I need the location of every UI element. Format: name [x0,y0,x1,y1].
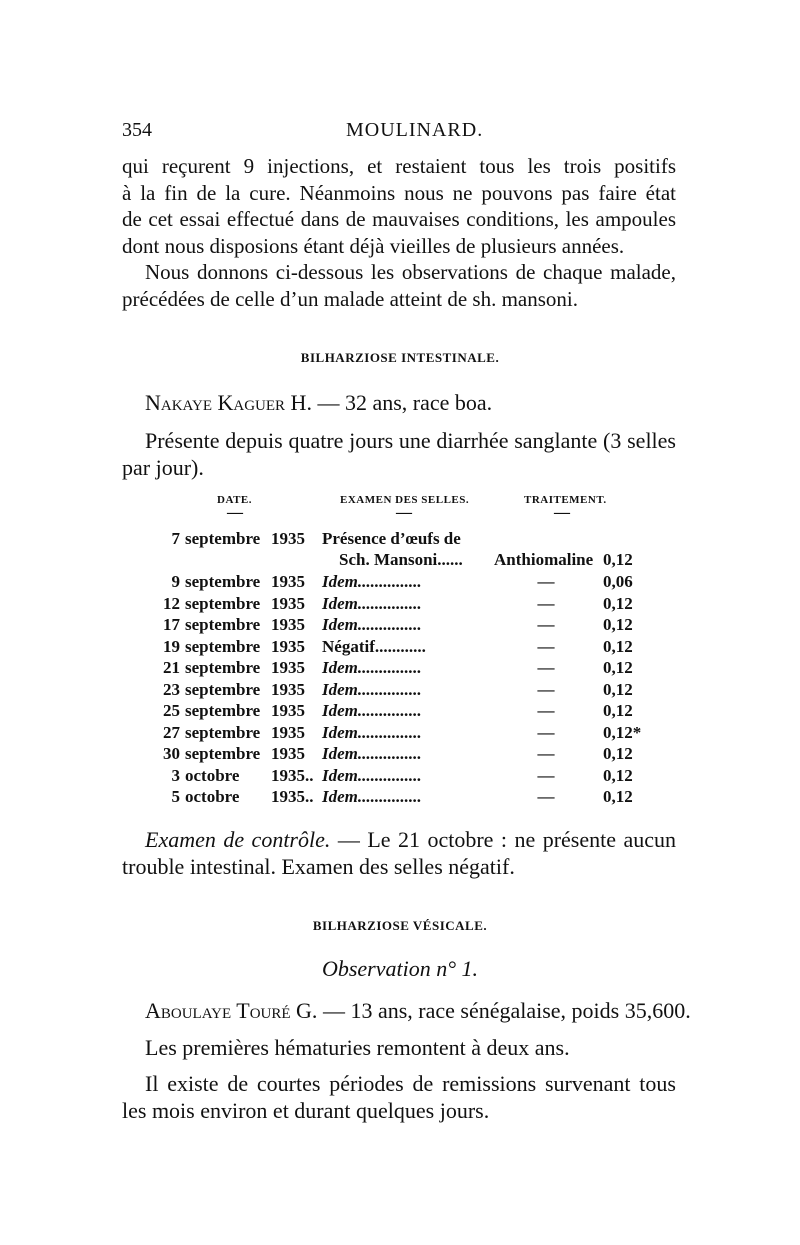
row-exam: Idem............... [322,615,422,634]
row-treatment: — [537,572,555,591]
header-dash: — [554,504,570,521]
row-treatment: — [537,744,555,763]
row-dose: 0,12 [603,658,633,677]
row-dose: 0,12 [603,787,633,806]
row-treatment: — [537,594,555,613]
row-day: 9 [171,572,180,591]
row-year: 1935 [271,723,305,742]
row-dose: 0,12 [603,744,633,763]
table-row [0,766,800,786]
control-label: Examen de contrôle. [145,827,331,852]
row-year: 1935 [271,572,305,591]
row-exam: Idem............... [322,701,422,720]
section-title-vesical: BILHARZIOSE VÉSICALE. [312,918,488,933]
patient-details: — 32 ans, race boa. [317,390,493,415]
row-dose: 0,12 [603,766,633,785]
header-dash: — [396,504,412,521]
description-line: Présente depuis quatre jours une diarrhée sanglante (3 selles [145,428,676,453]
row-exam: Idem............... [322,744,422,763]
row-treatment: — [537,615,555,634]
control-line: trouble intestinal. Examen des selles négatif. [122,854,515,879]
row-year: 1935 [271,615,305,634]
table-row [0,680,800,700]
table-row [0,594,800,614]
column-header-treatment: TRAITEMENT. [524,494,607,506]
patient-heading [145,998,691,1024]
row-dose: 0,12 [603,594,633,613]
row-day: 25 [163,701,180,720]
row-year: 1935 [271,529,305,548]
table-row [0,529,800,549]
row-year: 1935 [271,658,305,677]
row-month: octobre [185,787,240,806]
row-day: 21 [163,658,180,677]
row-dose: 0,06 [603,572,633,591]
row-dose: 0,12 [603,680,633,699]
table-row [0,701,800,721]
row-exam: Idem............... [322,723,422,742]
intro-line: qui reçurent 9 injections, et restaient tous les trois positifs [122,154,676,178]
patient-details: — 13 ans, race sénégalaise, poids 35,600. [322,998,691,1023]
row-exam: Idem............... [322,594,422,613]
row-month: septembre [185,723,261,742]
description-line: par jour). [122,455,204,480]
intro-line: Nous donnons ci-dessous les observations de chaque malade, [145,260,676,284]
row-year: 1935 [271,594,305,613]
row-year: 1935 [271,744,305,763]
row-day: 27 [163,723,180,742]
row-dose: 0,12 [603,550,633,569]
row-dose: 0,12 [603,637,633,656]
row-day: 3 [171,766,180,785]
row-day: 5 [171,787,180,806]
paragraph-line: Il existe de courtes périodes de remissions survenant tous [145,1071,676,1096]
row-month: septembre [185,680,261,699]
row-treatment: — [537,766,555,785]
intro-line: à la fin de la cure. Néanmoins nous ne pouvons pas faire état [122,181,676,205]
row-exam: Idem............... [322,572,422,591]
section-title-intestinal: BILHARZIOSE INTESTINALE. [300,350,500,365]
paragraph-line: les mois environ et durant quelques jours. [122,1098,490,1123]
patient-name: Nakaye Kaguer H. [145,390,312,415]
row-treatment: — [537,723,555,742]
row-exam: Idem............... [322,766,422,785]
control-line [145,826,676,853]
paragraph: Les premières hématuries remontent à deux ans. [145,1035,570,1060]
row-exam: Présence d’œufs de [322,529,461,548]
header-dash: — [227,504,243,521]
row-exam: Négatif............ [322,637,426,656]
row-day: 17 [163,615,180,634]
row-day: 30 [163,744,180,763]
column-header-date: DATE. [217,494,252,506]
row-month: septembre [185,572,261,591]
row-month: septembre [185,615,261,634]
row-day: 12 [163,594,180,613]
row-treatment: — [537,658,555,677]
table-row [0,637,800,657]
row-year: 1935.. [271,787,314,806]
row-day: 7 [171,529,180,548]
observation-title: Observation n° 1. [321,956,479,981]
row-month: septembre [185,594,261,613]
row-month: septembre [185,529,261,548]
row-month: septembre [185,637,261,656]
table-row [0,572,800,592]
row-month: septembre [185,658,261,677]
row-year: 1935 [271,680,305,699]
running-title: MOULINARD. [346,119,484,141]
row-exam: Idem............... [322,680,422,699]
table-row [0,787,800,807]
control-text: — Le 21 octobre : ne présente aucun [337,827,676,852]
row-year: 1935.. [271,766,314,785]
row-day: 23 [163,680,180,699]
row-treatment: Anthiomaline [494,550,594,569]
row-exam: Idem............... [322,658,422,677]
table-row [0,615,800,635]
row-treatment: — [537,680,555,699]
row-exam-continued: Sch. Mansoni...... [339,550,463,569]
row-dose: 0,12* [603,723,642,742]
row-exam: Idem............... [322,787,422,806]
table-row [0,723,800,743]
row-month: octobre [185,766,240,785]
row-treatment: — [537,787,555,806]
intro-line: précédées de celle d’un malade atteint de sh. mansoni. [122,287,578,311]
row-day: 19 [163,637,180,656]
column-header-exam: EXAMEN DES SELLES. [340,494,470,506]
table-row [0,744,800,764]
intro-line: dont nous disposions étant déjà vieilles de plusieurs années. [122,234,625,258]
intro-line: de cet essai effectué dans de mauvaises conditions, les ampoules [122,207,676,231]
patient-heading [145,390,492,416]
table-row [0,658,800,678]
row-treatment: — [537,701,555,720]
row-month: septembre [185,744,261,763]
patient-name: Aboulaye Touré G. [145,998,318,1023]
row-treatment: — [537,637,555,656]
row-year: 1935 [271,701,305,720]
row-year: 1935 [271,637,305,656]
row-month: septembre [185,701,261,720]
page-number: 354 [122,119,152,141]
row-dose: 0,12 [603,615,633,634]
row-dose: 0,12 [603,701,633,720]
table-row-continued [0,550,800,570]
